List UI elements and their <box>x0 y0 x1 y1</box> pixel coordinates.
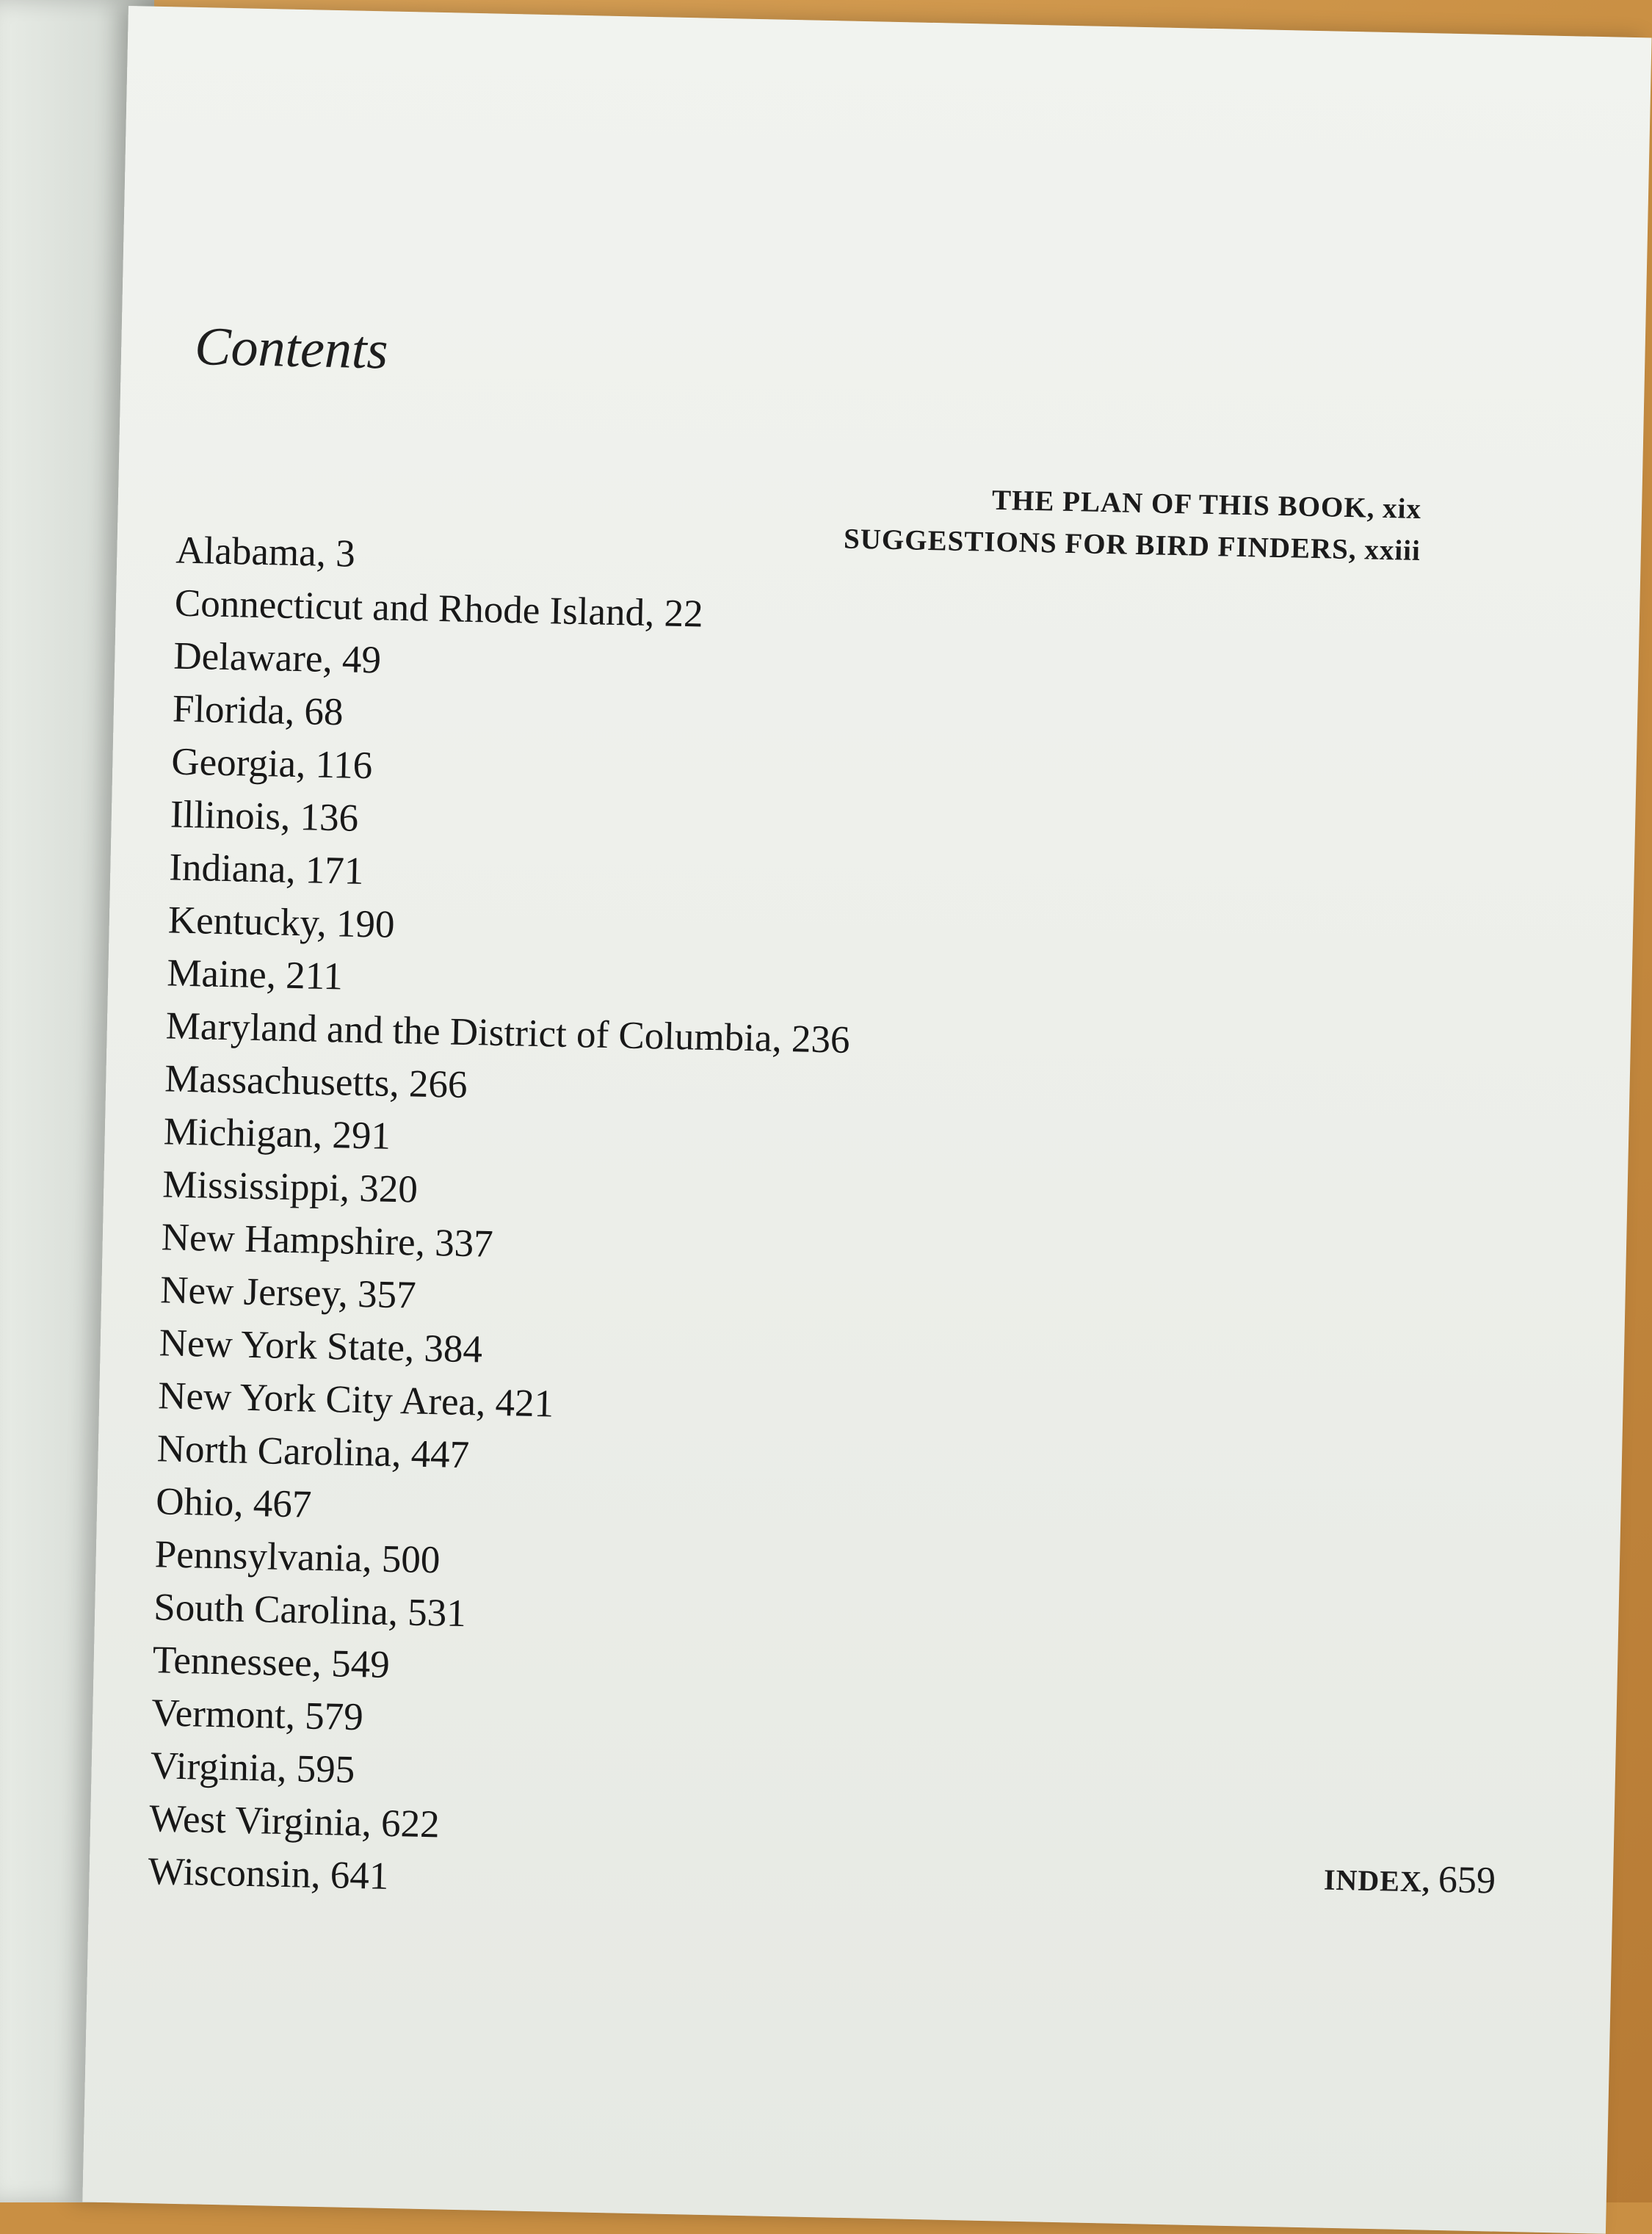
toc-entry: New Jersey, 357 <box>159 1269 417 1317</box>
toc-entry: Maine, 211 <box>166 951 344 998</box>
page-title: Contents <box>194 316 389 381</box>
toc-entry: New Hampshire, 337 <box>161 1216 494 1266</box>
toc-entry: North Carolina, 447 <box>156 1427 470 1477</box>
front-matter-entry: THE PLAN OF THIS BOOK, xix <box>991 484 1422 526</box>
index-entry <box>1323 1856 1496 1903</box>
toc-entry: Wisconsin, 641 <box>148 1850 389 1898</box>
toc-entry: Connecticut and Rhode Island, 22 <box>174 581 704 636</box>
toc-entry: Georgia, 116 <box>170 740 373 788</box>
toc-entry: West Virginia, 622 <box>148 1797 441 1846</box>
toc-entry: South Carolina, 531 <box>153 1586 467 1636</box>
toc-entry: Kentucky, 190 <box>167 899 396 946</box>
front-matter-entry: SUGGESTIONS FOR BIRD FINDERS, xxiii <box>843 523 1421 567</box>
index-label: INDEX, <box>1323 1863 1431 1898</box>
toc-entry: Vermont, 579 <box>151 1691 364 1739</box>
toc-entry: Michigan, 291 <box>163 1110 391 1158</box>
toc-entry: Massachusetts, 266 <box>164 1057 468 1106</box>
state-entries-list <box>148 524 861 1912</box>
toc-entry: Mississippi, 320 <box>162 1163 419 1211</box>
toc-entry: Illinois, 136 <box>170 793 359 840</box>
toc-entry: Ohio, 467 <box>155 1480 312 1526</box>
contents-page <box>82 6 1651 2234</box>
toc-entry: Delaware, 49 <box>173 634 382 682</box>
toc-entry: Florida, 68 <box>172 687 344 734</box>
toc-entry: New York City Area, 421 <box>157 1374 554 1426</box>
index-page-number: 659 <box>1438 1858 1496 1902</box>
toc-entry: Maryland and the District of Columbia, 236 <box>165 1004 851 1062</box>
toc-entry: New York State, 384 <box>159 1321 483 1371</box>
toc-entry: Alabama, 3 <box>175 529 356 576</box>
toc-entry: Virginia, 595 <box>150 1744 355 1791</box>
toc-entry: Pennsylvania, 500 <box>154 1533 441 1582</box>
toc-entry: Tennessee, 549 <box>152 1639 391 1686</box>
front-matter-list <box>844 476 1422 572</box>
toc-entry: Indiana, 171 <box>168 846 364 893</box>
